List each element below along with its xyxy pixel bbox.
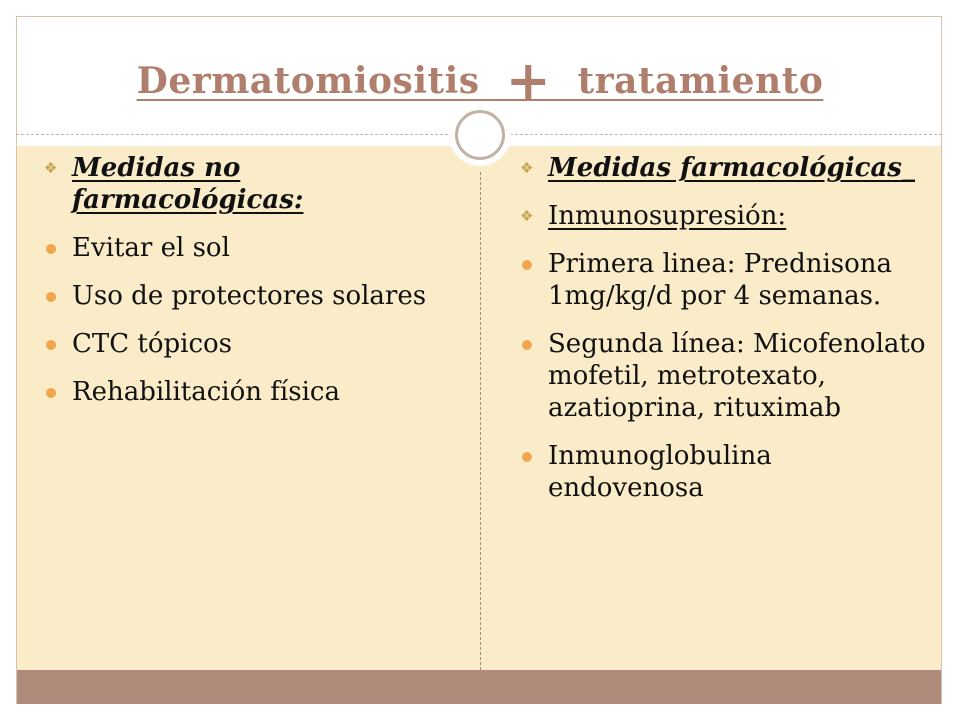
bullet-dot-icon — [46, 244, 56, 254]
list-item-text: Uso de protectores solares — [72, 281, 427, 311]
list-item — [42, 328, 462, 360]
list-item-text: Rehabilitación física — [72, 377, 340, 407]
diamond-bullet-icon: ❖ — [44, 159, 58, 177]
list-item-text: Evitar el sol — [72, 233, 230, 263]
title-left: Dermatomiositis — [136, 60, 480, 102]
right-subheading-item — [518, 200, 928, 232]
slide-title — [0, 48, 960, 112]
diamond-bullet-icon: ❖ — [520, 159, 534, 177]
list-item — [518, 248, 928, 312]
diamond-bullet-icon: ❖ — [520, 207, 534, 225]
title-plus: + — [505, 48, 552, 112]
right-column — [518, 152, 928, 520]
bullet-dot-icon — [46, 340, 56, 350]
bullet-dot-icon — [522, 340, 532, 350]
bullet-dot-icon — [46, 388, 56, 398]
bullet-dot-icon — [522, 452, 532, 462]
left-column — [42, 152, 462, 424]
list-item — [42, 376, 462, 408]
list-item — [518, 328, 928, 424]
bullet-dot-icon — [46, 292, 56, 302]
list-item-text: Segunda línea: Micofenolato mofetil, metrotexato, azatioprina, rituximab — [548, 329, 926, 423]
right-heading-item — [518, 152, 928, 184]
right-subheading: Inmunosupresión: — [548, 201, 787, 231]
list-item — [42, 232, 462, 264]
title-right: tratamiento — [577, 60, 824, 102]
footer-bar — [17, 670, 941, 704]
right-heading: Medidas farmacológicas_ — [548, 153, 915, 183]
list-item-text: CTC tópicos — [72, 329, 233, 359]
left-heading: Medidas no farmacológicas: — [72, 153, 304, 215]
list-item — [42, 280, 462, 312]
list-item — [518, 440, 928, 504]
column-separator — [480, 172, 481, 670]
left-heading-item — [42, 152, 462, 216]
divider-circle-icon — [455, 110, 505, 160]
list-item-text: Inmunoglobulina endovenosa — [548, 441, 772, 503]
bullet-dot-icon — [522, 260, 532, 270]
list-item-text: Primera linea: Prednisona 1mg/kg/d por 4 semanas. — [548, 249, 893, 311]
